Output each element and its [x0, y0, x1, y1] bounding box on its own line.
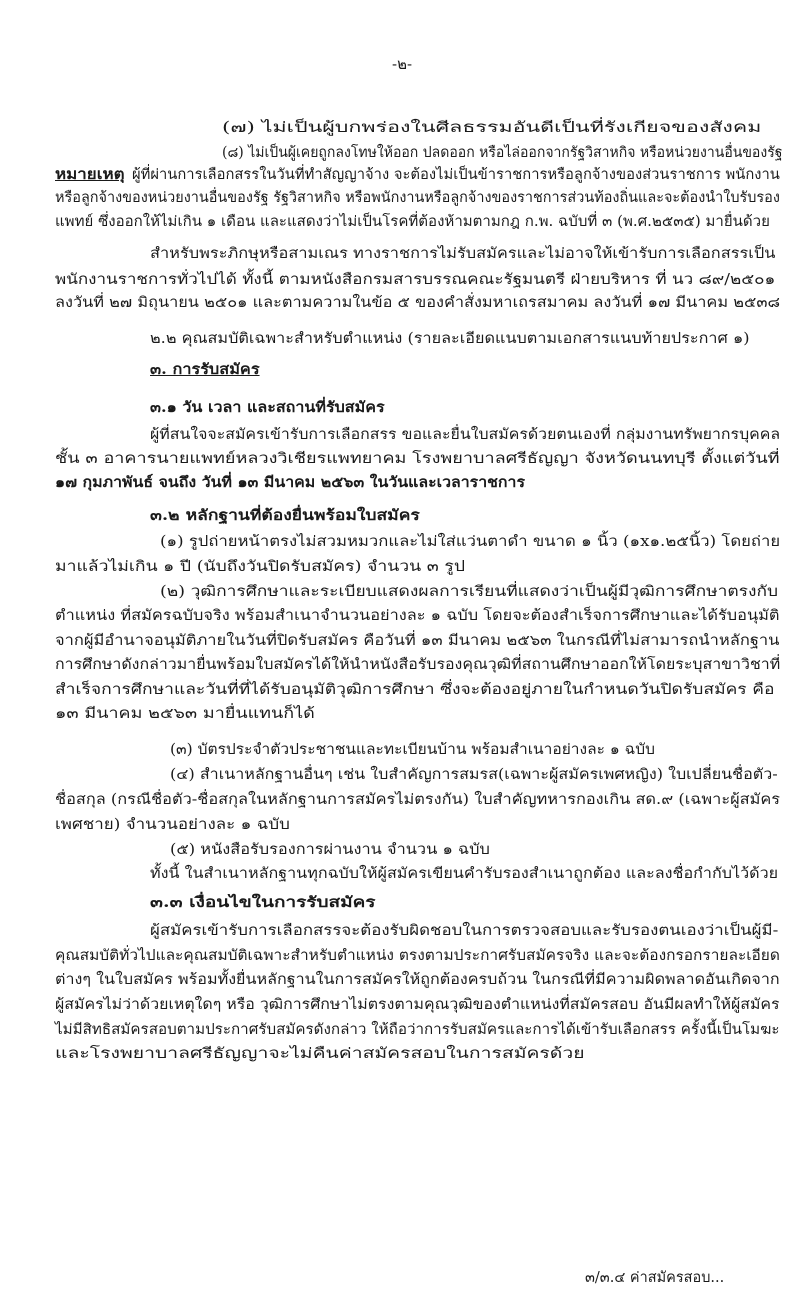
subsection-heading: ๓.๓ เงื่อนไขในการรับสมัคร: [150, 894, 376, 911]
text-line: ต่างๆ ในใบสมัคร พร้อมทั้งยื่นหลักฐานในการสมัครให้ถูกต้องครบถ้วน ในกรณีที่มีความผิดพลาดอันเกิดจาก: [55, 972, 780, 988]
text-line: (๓) บัตรประจำตัวประชาชนและทะเบียนบ้าน พร้อมสำเนาอย่างละ ๑ ฉบับ: [170, 742, 655, 758]
text-line: คุณสมบัติทั่วไปและคุณสมบัติเฉพาะสำหรับตำแหน่ง ตรงตามประกาศรับสมัครจริง และจะต้องกรอกรายละเอียด: [55, 948, 780, 964]
text-line: ลงวันที่ ๒๗ มิถุนายน ๒๕๐๑ และตามความในข้อ ๕ ของคำสั่งมหาเถรสมาคม ลงวันที่ ๑๗ มีนาคม ๒๕๓๘: [55, 295, 781, 311]
text-line: ไม่มีสิทธิสมัครสอบตามประกาศรับสมัครดังกล่าว ให้ถือว่าการรับสมัครและการได้เข้ารับเลือกสรร ครั้งนี้เป็นโมฆะ: [55, 1022, 780, 1038]
subsection-heading: ๓.๑ วัน เวลา และสถานที่รับสมัคร: [150, 399, 385, 416]
text-line: ผู้ที่สนใจจะสมัครเข้ารับการเลือกสรร ขอและยื่นใบสมัครด้วยตนเองที่ กลุ่มงานทรัพยากรบุคคล: [150, 427, 781, 443]
text-line: (๒) วุฒิการศึกษาและระเบียบแสดงผลการเรียนที่แสดงว่าเป็นผู้มีวุฒิการศึกษาตรงกับ: [160, 584, 779, 600]
text-line: จากผู้มีอำนาจอนุมัติภายในวันที่ปิดรับสมัคร คือวันที่ ๑๓ มีนาคม ๒๕๖๓ ในกรณีที่ไม่สามารถนำหลักฐาน: [55, 633, 780, 649]
text-line: ๑๓ มีนาคม ๒๕๖๓ มายื่นแทนก็ได้: [55, 706, 315, 722]
note-label: หมายเหตุ: [55, 166, 125, 183]
text-line: พนักงานราชการทั่วไปได้ ทั้งนี้ ตามหนังสือกรมสารบรรณคณะรัฐมนตรี ฝ่ายบริหาร ที่ นว ๘๙/๒๕๐๑: [55, 272, 776, 288]
text-line: สำเร็จการศึกษาและวันที่ที่ได้รับอนุมัติวุฒิการศึกษา ซึ่งจะต้องอยู่ภายในกำหนดวันปิดรับสมัคร คือ: [55, 682, 775, 698]
page-number: -๒-: [392, 55, 413, 73]
text-line: มาแล้วไม่เกิน ๑ ปี (นับถึงวันปิดรับสมัคร) จำนวน ๓ รูป: [55, 559, 465, 575]
text-line: การศึกษาดังกล่าวมายื่นพร้อมใบสมัครได้ให้นำหนังสือรับรองคุณวุฒิที่สถานศึกษาออกให้โดยระบุสาขาวิชาที่: [55, 657, 781, 673]
text-line: ผู้สมัครไม่ว่าด้วยเหตุใดๆ หรือ วุฒิการศึกษาไม่ตรงตามคุณวุฒิของตำแหน่งที่สมัครสอบ อันมีผลทำให้ผู้สมัคร: [55, 997, 780, 1013]
text-line: สำหรับพระภิกษุหรือสามเณร ทางราชการไม่รับสมัครและไม่อาจให้เข้ารับการเลือกสรรเป็น: [150, 246, 776, 262]
section-heading: ๓. การรับสมัคร: [150, 361, 260, 378]
text-line: ชื่อสกุล (กรณีชื่อตัว-ชื่อสกุลในหลักฐานการสมัครไม่ตรงกัน) ใบสำคัญทหารกองเกิน สด.๙ (เฉพาะผู้สมัคร: [55, 792, 781, 808]
continuation-footer: ๓/๓.๔ ค่าสมัครสอบ...: [585, 1270, 725, 1286]
text-line: (๑) รูปถ่ายหน้าตรงไม่สวมหมวกและไม่ใส่แว่นตาดำ ขนาด ๑ นิ้ว (๑x๑.๒๕นิ้ว) โดยถ่าย: [160, 534, 781, 550]
text-line: ทั้งนี้ ในสำเนาหลักฐานทุกฉบับให้ผู้สมัครเขียนคำรับรองสำเนาถูกต้อง และลงชื่อกำกับไว้ด้วย: [150, 866, 779, 882]
text-line: ตำแหน่ง ที่สมัครฉบับจริง พร้อมสำเนาจำนวนอย่างละ ๑ ฉบับ โดยจะต้องสำเร็จการศึกษาและได้รับอนุมัติ: [55, 608, 780, 624]
text-line: (๔) สำเนาหลักฐานอื่นๆ เช่น ใบสำคัญการสมรส(เฉพาะผู้สมัครเพศหญิง) ใบเปลี่ยนชื่อตัว-: [170, 767, 778, 783]
text-line: แพทย์ ซึ่งออกให้ไม่เกิน ๑ เดือน และแสดงว่าไม่เป็นโรคที่ต้องห้ามตามกฎ ก.พ. ฉบับที่ ๓ (พ.ศ.๒๕๓๕) มายื่นด้วย: [55, 214, 770, 230]
text-line-bold: ๑๗ กุมภาพันธ์ จนถึง วันที่ ๑๓ มีนาคม ๒๕๖๓ ในวันและเวลาราชการ: [55, 474, 525, 491]
text-line: (๕) หนังสือรับรองการผ่านงาน จำนวน ๑ ฉบับ: [170, 842, 490, 858]
text-line: ๒.๒ คุณสมบัติเฉพาะสำหรับตำแหน่ง (รายละเอียดแนบตามเอกสารแนบท้ายประกาศ ๑): [150, 331, 750, 347]
text-line: (๘) ไม่เป็นผู้เคยถูกลงโทษให้ออก ปลดออก หรือไล่ออกจากรัฐวิสาหกิจ หรือหน่วยงานอื่นของรัฐ: [222, 145, 783, 161]
text-line: หรือลูกจ้างของหน่วยงานอื่นของรัฐ รัฐวิสาหกิจ หรือพนักงานหรือลูกจ้างของราชการส่วนท้องถิ่นและจะต้องนำใบรับรอง: [55, 190, 780, 206]
text-line: ชั้น ๓ อาคารนายแพทย์หลวงวิเชียรแพทยาคม โรงพยาบาลศรีธัญญา จังหวัดนนทบุรี ตั้งแต่วันที่: [55, 451, 780, 467]
text-line: เพศชาย) จำนวนอย่างละ ๑ ฉบับ: [55, 817, 290, 833]
text-line: ผู้สมัครเข้ารับการเลือกสรรจะต้องรับผิดชอบในการตรวจสอบและรับรองตนเองว่าเป็นผู้มี-: [150, 923, 779, 939]
text-line: (๗) ไม่เป็นผู้บกพร่องในศีลธรรมอันดีเป็นที่รังเกียจของสังคม: [222, 120, 762, 136]
subsection-heading: ๓.๒ หลักฐานที่ต้องยื่นพร้อมใบสมัคร: [150, 507, 420, 524]
text-line: ผู้ที่ผ่านการเลือกสรรในวันที่ทำสัญญาจ้าง จะต้องไม่เป็นข้าราชการหรือลูกจ้างของส่วนราชการ พนักงาน: [132, 167, 780, 183]
text-line: และโรงพยาบาลศรีธัญญาจะไม่คืนค่าสมัครสอบในการสมัครด้วย: [55, 1046, 585, 1062]
